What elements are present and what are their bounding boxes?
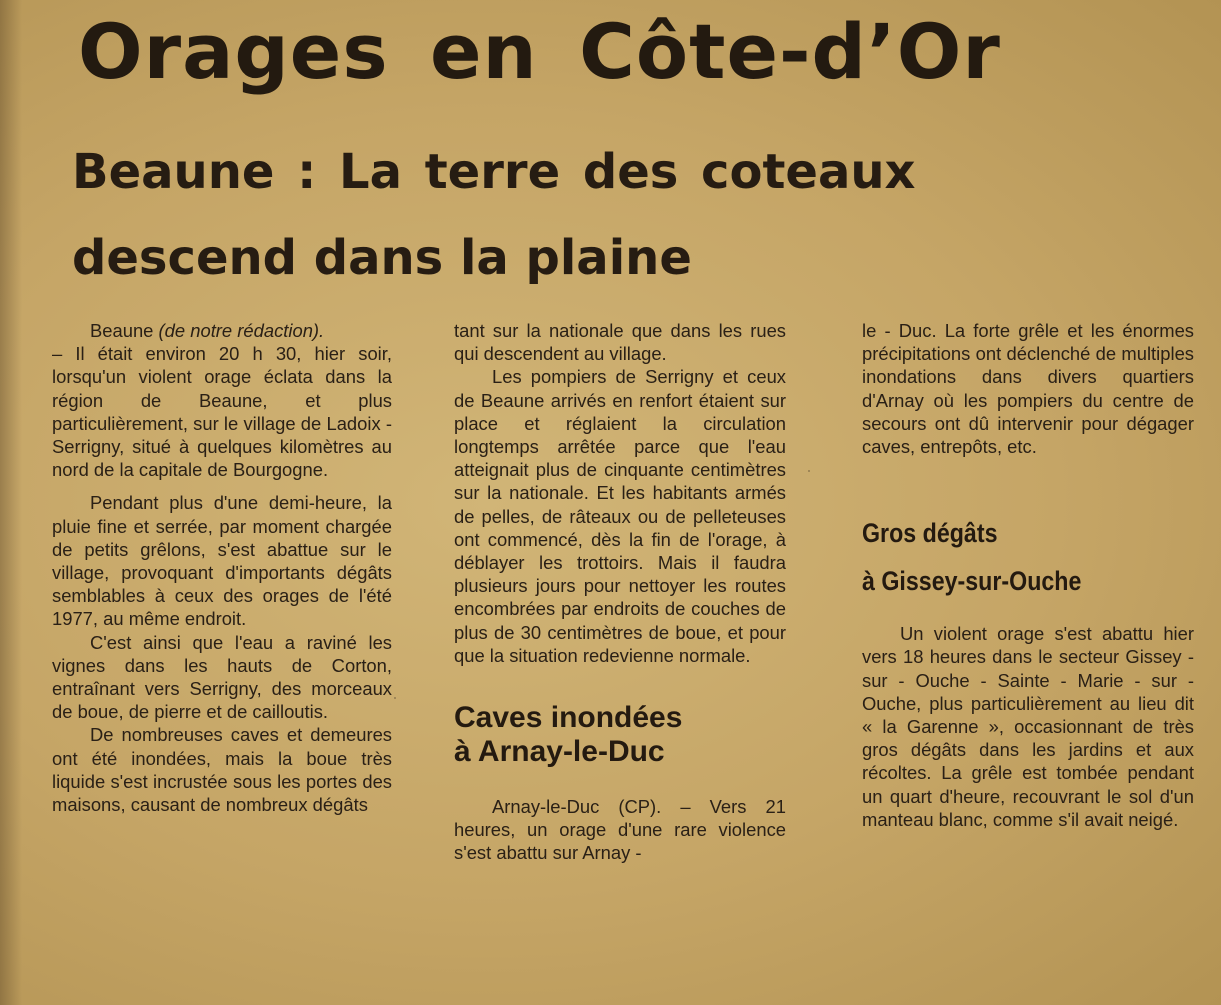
spacer <box>862 598 1194 622</box>
dateline <box>52 319 392 342</box>
paragraph: De nombreuses caves et demeures ont été inondées, mais la boue très liquide s'est incrustée sous les portes des maisons, causant de nombreux dégâts <box>52 724 392 816</box>
spacer <box>862 550 1194 564</box>
subheadline-line-2: descend dans la plaine <box>72 230 692 286</box>
article-column-3 <box>862 319 1194 831</box>
section-title: à Gissey-sur-Ouche <box>862 566 1082 597</box>
spacer <box>862 458 1194 516</box>
article-column-1 <box>52 319 392 816</box>
subheadline-line-1: Beaune : La terre des coteaux <box>72 144 916 200</box>
paper-speck <box>808 470 810 472</box>
paragraph: – Il était environ 20 h 30, hier soir, lorsqu'un violent orage éclata dans la région de Beaune, et plus particulièrement, sur le village de Ladoix - Serrigny, situé à quelques kilomètres au nord de la capitale de Bourgogne. <box>52 343 392 481</box>
spacer <box>454 769 786 795</box>
section-title: Gros dégâts <box>862 518 998 549</box>
spacer <box>454 667 786 701</box>
dateline-source: (de notre rédaction). <box>158 320 325 341</box>
paper-speck <box>394 697 396 699</box>
article-column-2 <box>454 319 786 865</box>
section-title: à Arnay-le-Duc <box>454 735 665 769</box>
paragraph: Un violent orage s'est abattu hier vers 18 heures dans le secteur Gissey - sur - Ouche - Sainte - Marie - sur - Ouche, plus particulièrement au lieu dit « la Garenne », occasionnant de très gros dégâts dans les jardins et aux récoltes. La grêle est tombée pendant un quart d'heure, recouvrant le sol d'un manteau blanc, comme s'il avait neigé. <box>862 623 1194 830</box>
headline: Orages en Côte-d’Or <box>78 7 1001 96</box>
paragraph: le - Duc. La forte grêle et les énormes précipitations ont déclenché de multiples inondations dans divers quartiers d'Arnay où les pompiers du centre de secours ont dû intervenir pour dégager caves, entrepôts, etc. <box>862 320 1194 458</box>
paragraph: tant sur la nationale que dans les rues qui descendent au village. <box>454 320 786 365</box>
paragraph: Arnay-le-Duc (CP). – Vers 21 heures, un orage d'une rare violence s'est abattu sur Arnay - <box>454 796 786 864</box>
dateline-place: Beaune <box>90 320 154 341</box>
paragraph: C'est ainsi que l'eau a raviné les vignes dans les hauts de Corton, entraînant vers Serrigny, des morceaux de boue, de pierre et de cailloutis. <box>52 631 392 723</box>
paragraph: Pendant plus d'une demi-heure, la pluie fine et serrée, par moment chargée de petits grêlons, s'est abattue sur le village, provoquant d'importants dégâts semblables à ceux des orages de l'été 1977, au même endroit. <box>52 492 392 630</box>
page-edge-shadow <box>0 0 22 1005</box>
paragraph: Les pompiers de Serrigny et ceux de Beaune arrivés en renfort étaient sur place et réglaient la circulation longtemps arrêtée parce que l'eau atteignait plus de cinquante centimètres sur la nationale. Et les habitants armés de pelles, de râteaux ou de pelleteuses ont commencé, dès la fin de l'orage, à déblayer les trottoirs. Mais il faudra plusieurs jours pour nettoyer les routes encombrées par endroits de couches de plus de 30 centimètres de boue, et pour que la situation redevienne normale. <box>454 366 786 666</box>
section-title: Caves inondées <box>454 701 683 735</box>
